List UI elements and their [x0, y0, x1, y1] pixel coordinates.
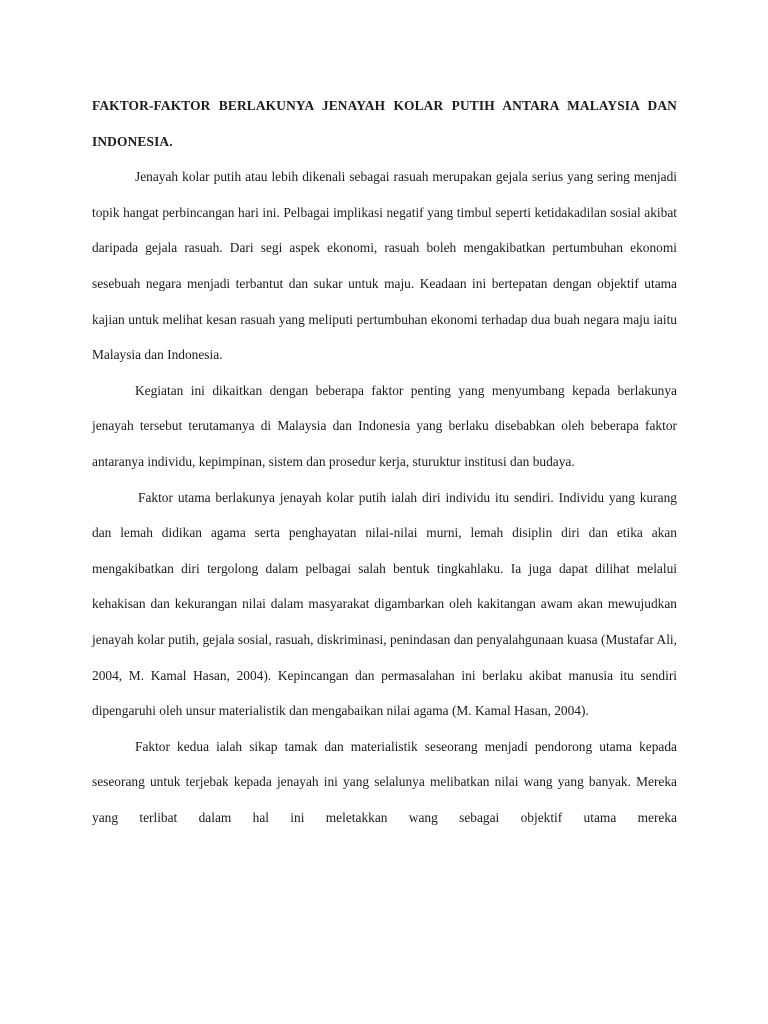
- paragraph-2: Kegiatan ini dikaitkan dengan beberapa faktor penting yang menyumbang kepada berlakunya jenayah tersebut terutamanya di Malaysia dan Indonesia yang berlaku disebabkan oleh beberapa faktor antaranya individu, kepimpinan, sistem dan prosedur kerja, sturuktur institusi dan budaya.: [92, 382, 677, 469]
- paragraph-1: Jenayah kolar putih atau lebih dikenali sebagai rasuah merupakan gejala serius yang sering menjadi topik hangat perbincangan hari ini. Pelbagai implikasi negatif yang timbul seperti ketidakadilan sosial akibat daripada gejala rasuah. Dari segi aspek ekonomi, rasuah boleh mengakibatkan pertumbuhan ekonomi sesebuah negara menjadi terbantut dan sukar untuk maju. Keadaan ini bertepatan dengan objektif utama kajian untuk melihat kesan rasuah yang meliputi pertumbuhan ekonomi terhadap dua buah negara maju iaitu Malaysia dan Indonesia.: [92, 169, 677, 363]
- document-body: [92, 88, 677, 835]
- document-title: FAKTOR-FAKTOR BERLAKUNYA JENAYAH KOLAR PUTIH ANTARA MALAYSIA DAN INDONESIA.: [92, 98, 677, 149]
- paragraph-3: Faktor utama berlakunya jenayah kolar putih ialah diri individu itu sendiri. Individu yang kurang dan lemah didikan agama serta penghayatan nilai-nilai murni, lemah disiplin diri dan etika akan mengakibatkan diri tergolong dalam pelbagai salah bentuk tingkahlaku. Ia juga dapat dilihat melalui kehakisan dan kekurangan nilai dalam masyarakat digambarkan oleh kakitangan awam akan mewujudkan jenayah kolar putih, gejala sosial, rasuah, diskriminasi, penindasan dan penyalahgunaan kuasa (Mustafar Ali, 2004, M. Kamal Hasan, 2004). Kepincangan dan permasalahan ini berlaku akibat manusia itu sendiri dipengaruhi oleh unsur materialistik dan mengabaikan nilai agama (M. Kamal Hasan, 2004).: [92, 489, 677, 719]
- paragraph-4: Faktor kedua ialah sikap tamak dan materialistik seseorang menjadi pendorong utama kepada seseorang untuk terjebak kepada jenayah ini yang selalunya melibatkan nilai wang yang banyak. Mereka yang terlibat dalam hal ini meletakkan wang sebagai objektif utama mereka: [92, 738, 677, 825]
